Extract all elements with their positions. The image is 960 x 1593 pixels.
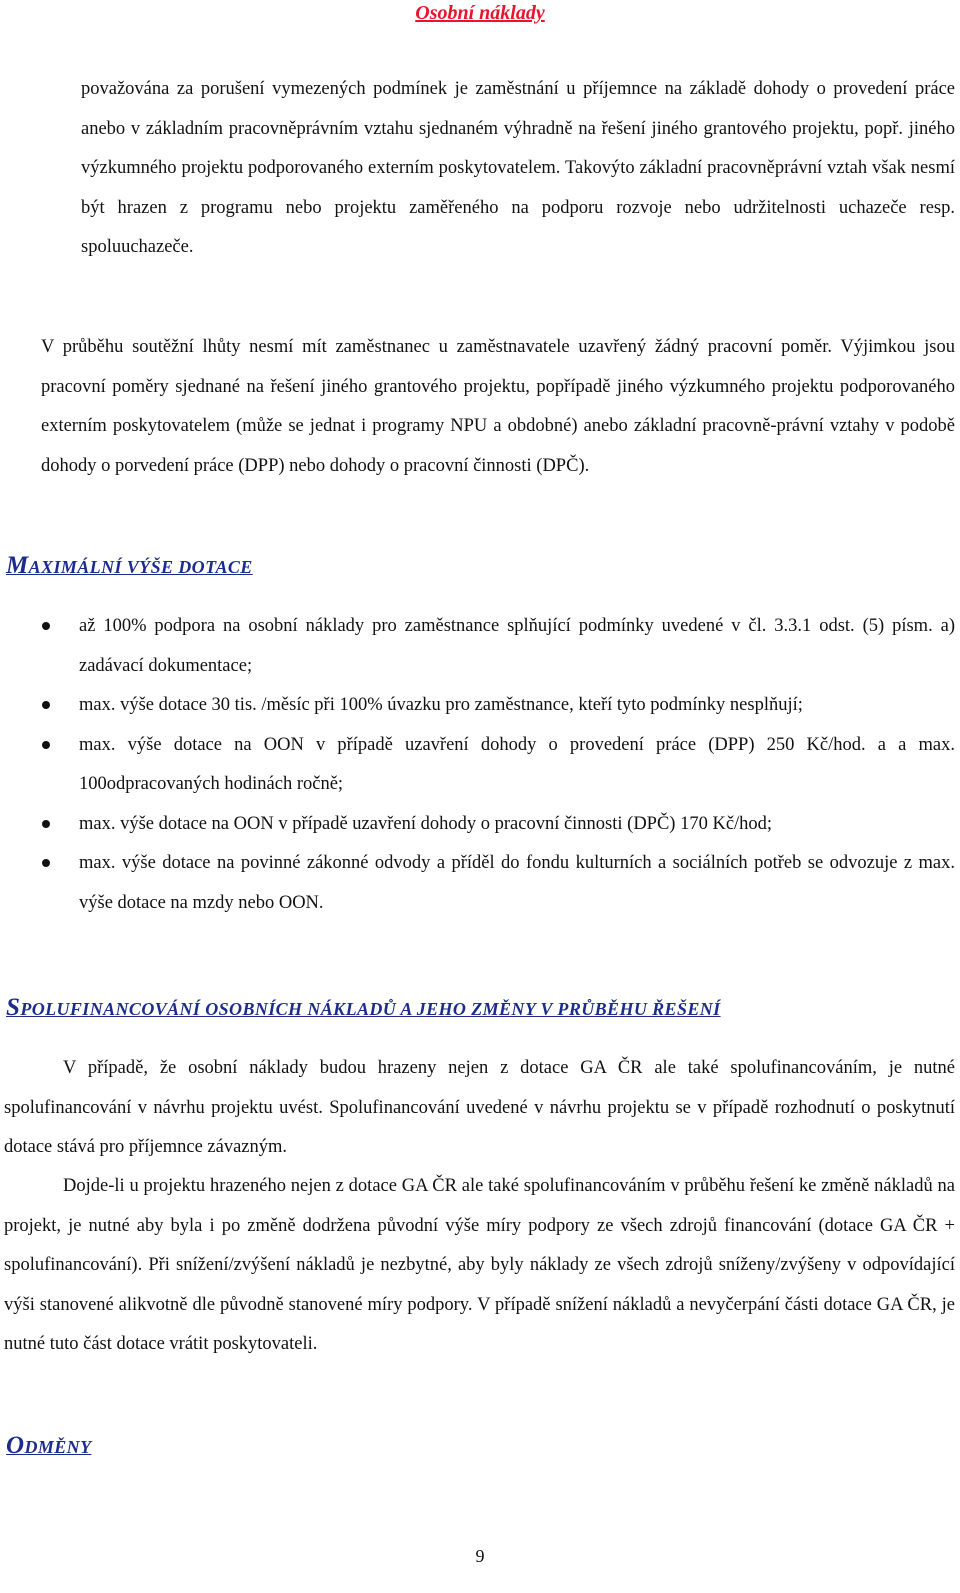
heading-rest: DMĚNY	[24, 1437, 92, 1457]
page-number: 9	[475, 1546, 485, 1566]
page-header-title: Osobní náklady	[415, 2, 545, 24]
list-item-text: max. výše dotace na povinné zákonné odvody a příděl do fondu kulturních a sociálních potřeb se odvozuje z max. výše dotace na mzdy nebo OON.	[79, 853, 955, 913]
list-item-text: max. výše dotace na OON v případě uzavření dohody o provedení práce (DPP) 250 Kč/hod. a a max. 100odpracovaných hodinách ročně;	[79, 734, 955, 794]
heading-initial: O	[6, 1432, 25, 1459]
bullet-icon	[42, 820, 50, 828]
list-item-text: max. výše dotace na OON v případě uzavření dohody o pracovní činnosti (DPČ) 170 Kč/hod;	[79, 813, 773, 834]
paragraph-cost-changes	[4, 1167, 955, 1365]
list-item	[0, 686, 955, 726]
paragraph-text: Dojde-li u projektu hrazeného nejen z dotace GA ČR ale také spolufinancováním v průběhu řešení ke změně nákladů na projekt, je nutné aby byla i po změně dodržena původní výše míry podpory ze všech zdrojů financování (dotace GA ČR + spolufinancování). Při snížení/zvýšení nákladů je nezbytné, aby byly náklady ze všech zdrojů sníženy/zvýšeny v odpovídající výši stanovené alikvotně dle původně stanovené míry podpory. V případě snížení nákladů a nevyčerpání části dotace GA ČR, je nutné tuto část dotace vrátit poskytovateli.	[4, 1176, 955, 1354]
heading-initial: S	[6, 994, 21, 1021]
paragraph-competition-period	[41, 328, 955, 486]
list-item	[0, 844, 955, 923]
heading-rest: POLUFINANCOVÁNÍ OSOBNÍCH NÁKLADŮ A JEHO ZMĚNY V PRŮBĚHU ŘEŠENÍ	[20, 999, 721, 1019]
bullet-icon	[42, 859, 50, 867]
list-item	[0, 805, 955, 845]
paragraph-text: považována za porušení vymezených podmínek je zaměstnání u příjemnce na základě dohody o provedení práce anebo v základním pracovněprávním vztahu sjednaném výhradně na řešení jiného grantového projektu, popř. jiného výzkumného projektu podporovaného externím poskytovatelem. Takovýto základní pracovněprávní vztah však nesmí být hrazen z programu nebo projektu zaměřeného na podporu rozvoje nebo udržitelnosti uchazeče resp. spoluuchazeče.	[81, 79, 955, 257]
bullet-list-max-dotace	[0, 607, 955, 923]
bullet-icon	[42, 741, 50, 749]
list-item	[0, 726, 955, 805]
list-item-text: max. výše dotace 30 tis. /měsíc při 100% úvazku pro zaměstnance, kteří tyto podmínky nesplňují;	[79, 695, 803, 715]
paragraph-text: V průběhu soutěžní lhůty nesmí mít zaměstnanec u zaměstnavatele uzavřený žádný pracovní poměr. Výjimkou jsou pracovní poměry sjednané na řešení jiného grantového projektu, popřípadě jiného výzkumného projektu podporovaného externím poskytovatelem (může se jednat i programy NPU a obdobné) anebo základní pracovně-právní vztahy v podobě dohody o porvedení práce (DPP) nebo dohody o pracovní činnosti (DPČ).	[41, 337, 955, 476]
bullet-icon	[42, 701, 50, 709]
heading-rest: AXIMÁLNÍ VÝŠE DOTACE	[28, 557, 253, 577]
paragraph-continuation	[81, 70, 955, 268]
bullet-icon	[42, 622, 50, 630]
heading-initial: M	[6, 552, 29, 579]
section-heading-max-dotace	[6, 552, 253, 580]
list-item	[0, 607, 955, 686]
section-heading-spolufinancovani	[6, 994, 721, 1022]
list-item-text: až 100% podpora na osobní náklady pro zaměstnance splňující podmínky uvedené v čl. 3.3.1 odst. (5) písm. a) zadávací dokumentace;	[79, 616, 955, 676]
paragraph-cofinancing	[4, 1049, 955, 1168]
section-heading-odmeny	[6, 1432, 91, 1460]
paragraph-text: V případě, že osobní náklady budou hrazeny nejen z dotace GA ČR ale také spolufinancováním, je nutné spolufinancování v návrhu projektu uvést. Spolufinancování uvedené v návrhu projektu se v případě rozhodnutí o poskytnutí dotace stává pro příjemnce závazným.	[4, 1058, 955, 1157]
